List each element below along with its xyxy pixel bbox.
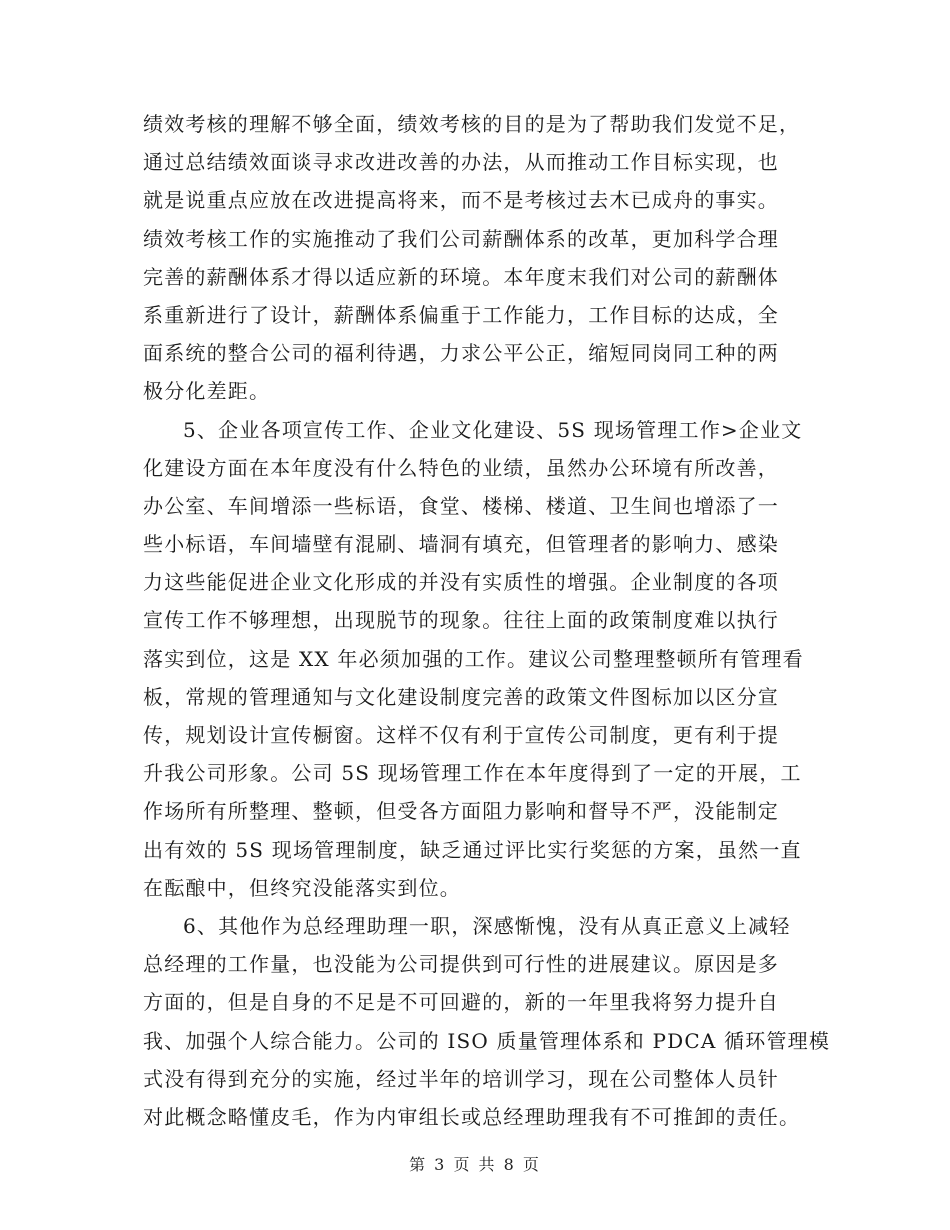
text-line: 我、加强个人综合能力。公司的 ISO 质量管理体系和 PDCA 循环管理模: [143, 1028, 831, 1053]
text-line: 完善的薪酬体系才得以适应新的环境。本年度末我们对公司的薪酬体: [143, 264, 779, 289]
text-line: 式没有得到充分的实施，经过半年的培训学习，现在公司整体人员针: [143, 1066, 779, 1091]
text-line: 绩效考核工作的实施推动了我们公司薪酬体系的改革，更加科学合理: [143, 226, 779, 251]
text-line: 板，常规的管理通知与文化建设制度完善的政策文件图标加以区分宣: [143, 684, 779, 709]
text-line: 升我公司形象。公司 5S 现场管理工作在本年度得到了一定的开展，工: [143, 761, 802, 786]
text-line: 对此概念略懂皮毛，作为内审组长或总经理助理我有不可推卸的责任。: [143, 1104, 801, 1129]
text-line: 就是说重点应放在改进提高将来，而不是考核过去木已成舟的事实。: [143, 188, 779, 213]
text-line: 些小标语，车间墙壁有混刷、墙洞有填充，但管理者的影响力、感染: [143, 532, 779, 557]
text-line: 极分化差距。: [143, 379, 271, 404]
text-line: 通过总结绩效面谈寻求改进改善的办法，从而推动工作目标实现，也: [143, 150, 779, 175]
text-line: 办公室、车间增添一些标语，食堂、楼梯、楼道、卫生间也增添了一: [143, 493, 779, 518]
text-line: 在酝酿中，但终究没能落实到位。: [143, 875, 461, 900]
text-line: 落实到位，这是 XX 年必须加强的工作。建议公司整理整顿所有管理看: [143, 646, 804, 671]
text-line: 绩效考核的理解不够全面，绩效考核的目的是为了帮助我们发觉不足，: [143, 112, 801, 136]
text-line: 系重新进行了设计，薪酬体系偏重于工作能力，工作目标的达成，全: [143, 302, 779, 327]
paragraph-start-line: 5、企业各项宣传工作、企业文化建设、5S 现场管理工作>企业文: [183, 417, 803, 442]
text-line: 方面的，但是自身的不足是不可回避的，新的一年里我将努力提升自: [143, 990, 779, 1015]
text-line: 化建设方面在本年度没有什么特色的业绩，虽然办公环境有所改善，: [143, 455, 779, 480]
page-number-footer: 第 3 页 共 8 页: [409, 1155, 541, 1174]
text-line: 作场所有所整理、整顿，但受各方面阻力影响和督导不严，没能制定: [143, 799, 779, 824]
text-line: 面系统的整合公司的福利待遇，力求公平公正，缩短同岗同工种的两: [143, 341, 779, 366]
text-line: 力这些能促进企业文化形成的并没有实质性的增强。企业制度的各项: [143, 570, 779, 595]
text-line: 宣传工作不够理想，出现脱节的现象。往往上面的政策制度难以执行: [143, 608, 779, 633]
text-line: 出有效的 5S 现场管理制度，缺乏通过评比实行奖惩的方案，虽然一直: [143, 837, 802, 862]
paragraph-start-line: 6、其他作为总经理助理一职，深感惭愧，没有从真正意义上减轻: [183, 913, 791, 938]
body-text: [143, 105, 831, 1136]
text-line: 传，规划设计宣传橱窗。这样不仅有利于宣传公司制度，更有利于提: [143, 723, 779, 747]
text-line: 总经理的工作量，也没能为公司提供到可行性的进展建议。原因是多: [143, 952, 779, 977]
